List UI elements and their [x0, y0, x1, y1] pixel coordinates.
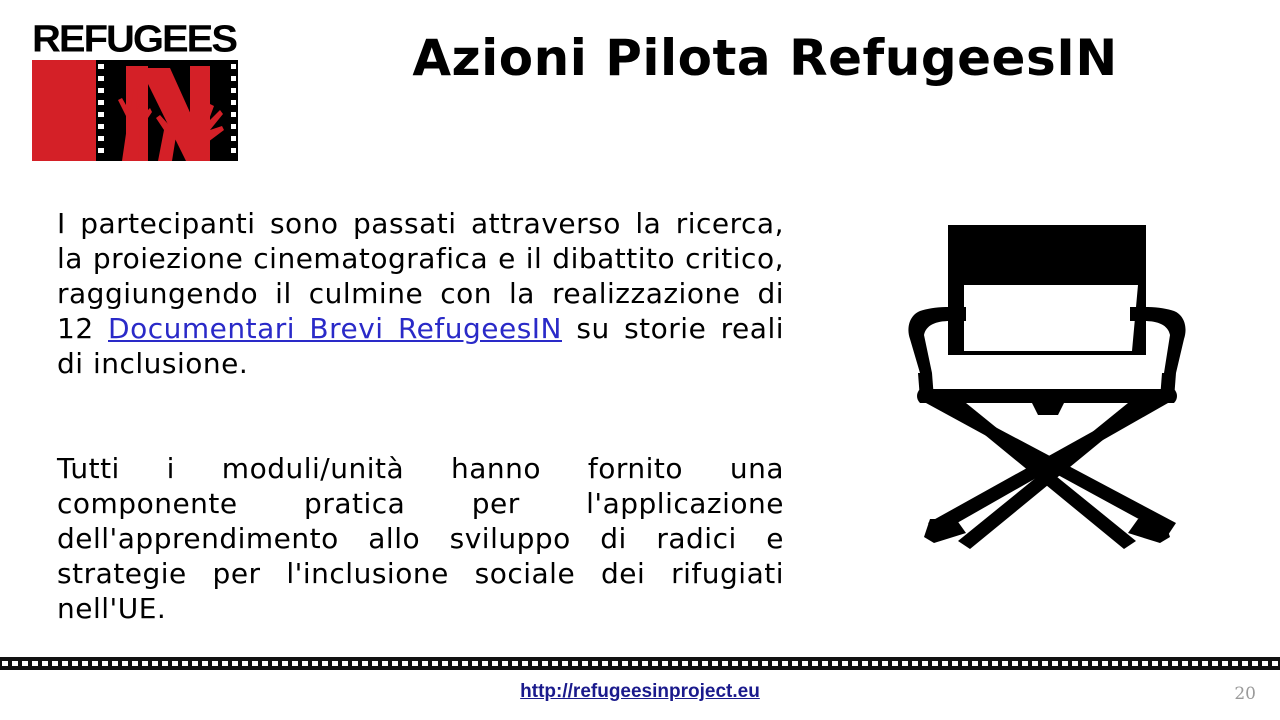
website-link[interactable]: http://refugeesinproject.eu [520, 681, 760, 702]
logo-wordmark: REFUGEES [32, 18, 237, 60]
paragraph1-text-before: I partecipanti sono passati attraverso la ricerca, la proiezione cinematografica e il dibattito critico, raggiungendo il culmine con la realizzazione di 12 [57, 207, 784, 345]
slide-content [57, 206, 784, 626]
page-number: 20 [1234, 684, 1256, 704]
slide-title: Azioni Pilota RefugeesIN [412, 29, 1118, 87]
documentaries-link[interactable]: Documentari Brevi RefugeesIN [108, 312, 562, 345]
paragraph-modules: Tutti i moduli/unità hanno fornito una componente pratica per l'applicazione dell'apprendimento allo sviluppo di radici e strategie per l'inclusione sociale dei rifugiati nell'UE. [57, 452, 784, 625]
paragraph1-text-after: su storie reali di inclusione. [57, 312, 785, 380]
director-chair-icon [906, 223, 1188, 549]
footer [0, 681, 1280, 703]
film-strip-divider [0, 657, 1280, 670]
paragraph-documentaries [57, 206, 784, 381]
